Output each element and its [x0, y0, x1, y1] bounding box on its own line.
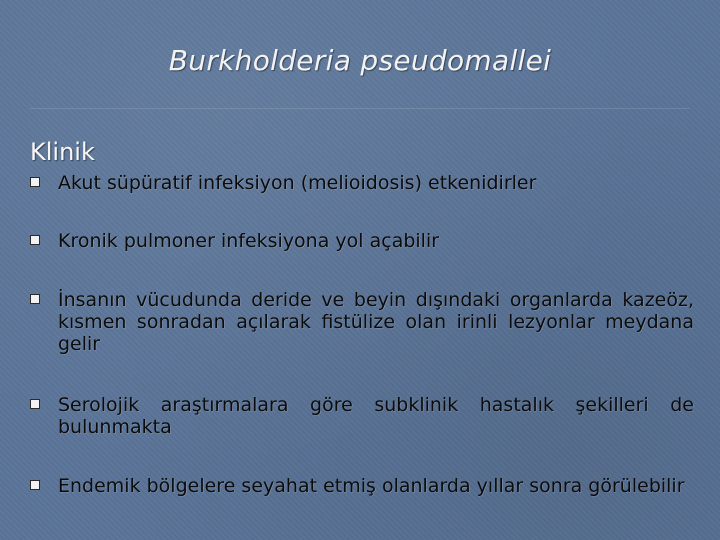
section-heading: Klinik: [30, 138, 95, 166]
list-item: [30, 394, 694, 438]
bullet-text: Akut süpüratif infeksiyon (melioidosis) etkenidirler: [58, 172, 537, 194]
square-bullet-icon: [30, 294, 40, 304]
square-bullet-icon: [30, 177, 40, 187]
slide-title: Burkholderia pseudomallei: [168, 44, 552, 77]
square-bullet-icon: [30, 480, 40, 490]
bullet-text: Serolojik araştırmalara göre subklinik hastalık şekilleri de bulunmakta: [58, 394, 694, 438]
list-item: [30, 475, 694, 497]
bullet-text: Kronik pulmoner infeksiyona yol açabilir: [58, 230, 440, 252]
bullet-text: Endemik bölgelere seyahat etmiş olanlarda yıllar sonra görülebilir: [58, 475, 685, 497]
title-divider: [30, 108, 690, 109]
list-item: [30, 289, 694, 355]
square-bullet-icon: [30, 399, 40, 409]
bullet-text: İnsanın vücudunda deride ve beyin dışındaki organlarda kazeöz, kısmen sonradan açılarak fistülize olan irinli lezyonlar meydana gelir: [58, 289, 694, 355]
list-item: [30, 230, 694, 252]
list-item: [30, 172, 694, 194]
square-bullet-icon: [30, 235, 40, 245]
